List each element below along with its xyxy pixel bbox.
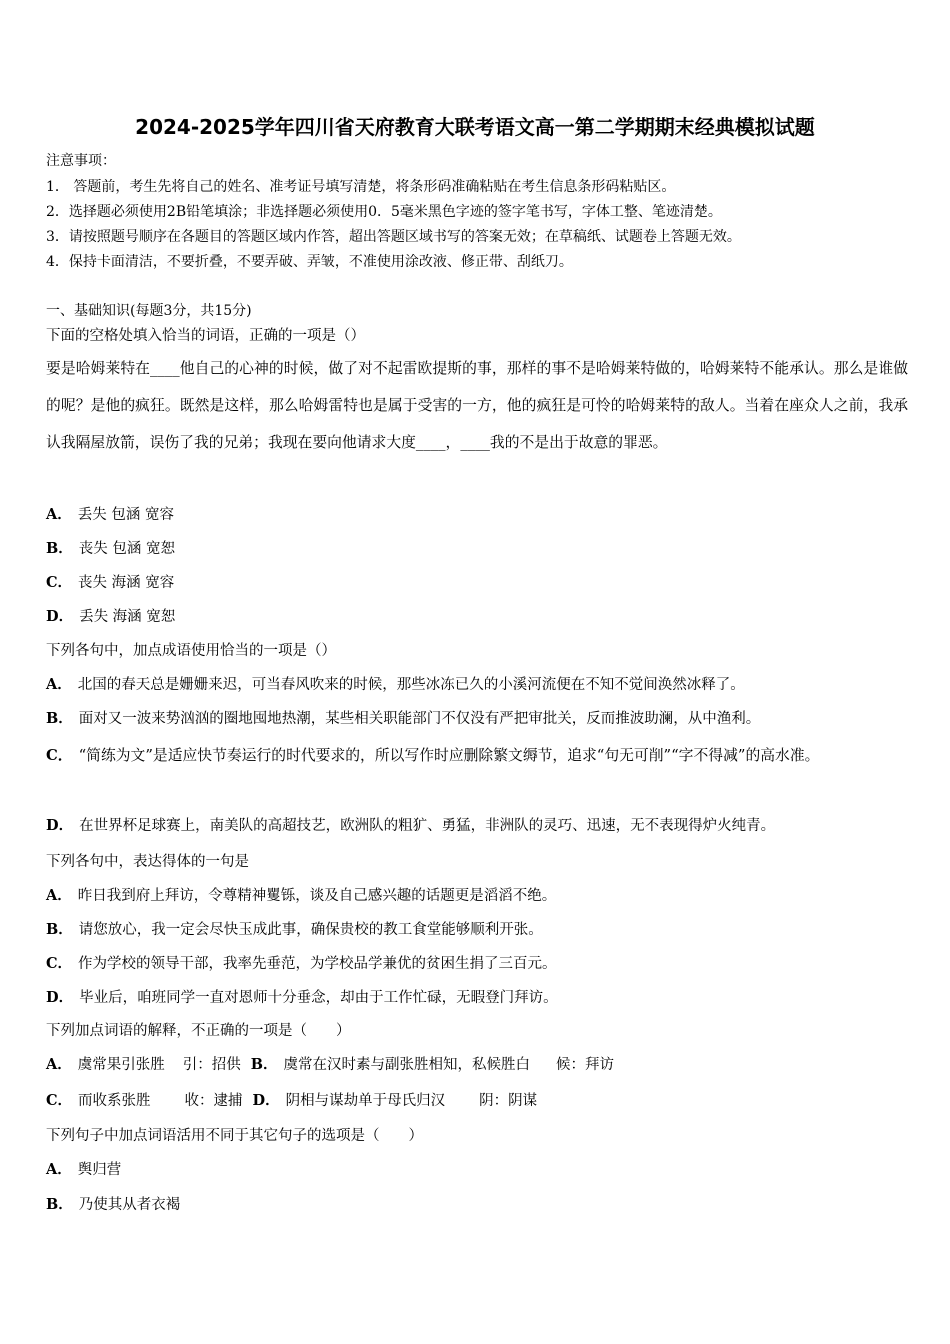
q4-row-ab xyxy=(46,1055,614,1075)
q2-stem: 下列各句中，加点成语使用恰当的一项是（） xyxy=(46,643,336,659)
option-label: D． xyxy=(46,608,74,625)
option-text: 作为学校的领导干部，我率先垂范，为学校品学兼优的贫困生捐了三百元。 xyxy=(78,956,557,972)
q1-option-b xyxy=(46,539,175,559)
option-label: B． xyxy=(46,710,73,727)
option-definition: 阴：阴谋 xyxy=(479,1093,538,1109)
option-text: 面对又一波来势汹汹的圈地囤地热潮，某些相关职能部门不仅没有严把审批关，反而推波助澜，从中渔利。 xyxy=(78,711,761,727)
option-definition: 引：招供 xyxy=(182,1057,241,1073)
q1-option-c xyxy=(46,573,174,593)
q3-option-d xyxy=(46,988,558,1008)
notice-item-4: 4．保持卡面清洁，不要折叠，不要弄破、弄皱，不准使用涂改液、修正带、刮纸刀。 xyxy=(46,254,573,270)
option-label: A． xyxy=(46,676,72,693)
q3-option-b xyxy=(46,920,543,940)
q4-row-cd xyxy=(46,1091,537,1111)
section-heading: 一、基础知识(每题3分，共15分) xyxy=(46,303,252,319)
option-label: A． xyxy=(46,887,72,904)
option-label: B． xyxy=(46,921,73,938)
q1-option-d xyxy=(46,607,175,627)
option-label: D． xyxy=(46,817,74,834)
option-label: A． xyxy=(46,1056,72,1073)
option-text: 乃使其从者衣褐 xyxy=(78,1197,181,1213)
option-label: D． xyxy=(46,989,74,1006)
option-text: 昨日我到府上拜访，令尊精神矍铄，谈及自己感兴趣的话题更是滔滔不绝。 xyxy=(77,888,557,904)
notice-item-1: 1． 答题前，考生先将自己的姓名、准考证号填写清楚，将条形码准确粘贴在考生信息条形码粘贴区。 xyxy=(46,179,676,195)
option-text: 舆归营 xyxy=(77,1162,122,1178)
option-text: 丧失 海涵 宽容 xyxy=(78,575,175,591)
q4-stem: 下列加点词语的解释，不正确的一项是（ ） xyxy=(46,1023,351,1039)
option-text: “简练为文”是适应快节奏运行的时代要求的，所以写作时应删除繁文缛节，追求“句无可削”“字不得减”的高水准。 xyxy=(78,747,820,764)
option-text: 北国的春天总是姗姗来迟，可当春风吹来的时候，那些冰冻已久的小溪河流便在不知不觉间涣然冰释了。 xyxy=(77,677,745,693)
q2-option-b xyxy=(46,709,760,729)
option-text: 在世界杯足球赛上，南美队的高超技艺，欧洲队的粗犷、勇猛，非洲队的灵巧、迅速，无不表现得炉火纯青。 xyxy=(79,818,776,834)
option-text: 请您放心，我一定会尽快玉成此事，确保贵校的教工食堂能够顺利开张。 xyxy=(78,922,543,938)
option-text: 丧失 包涵 宽恕 xyxy=(78,541,175,557)
option-text: 虞常果引张胜 xyxy=(77,1057,165,1073)
option-text: 虞常在汉时素与副张胜相知，私候胜白 xyxy=(283,1057,531,1073)
option-label: B． xyxy=(250,1056,278,1073)
q3-option-a xyxy=(46,886,556,906)
q5-stem: 下列句子中加点词语活用不同于其它句子的选项是（ ） xyxy=(46,1128,423,1144)
notice-item-3: 3．请按照题号顺序在各题目的答题区域内作答，超出答题区域书写的答案无效；在草稿纸、试题卷上答题无效。 xyxy=(46,229,741,245)
notice-item-2: 2．选择题必须使用2B铅笔填涂；非选择题必须使用0．5毫米黑色字迹的签字笔书写，字体工整、笔迹清楚。 xyxy=(46,204,722,220)
q2-option-a xyxy=(46,675,745,695)
option-text: 阴相与谋劫单于母氏归汉 xyxy=(285,1093,446,1109)
option-text: 丢失 海涵 宽恕 xyxy=(79,609,176,625)
option-text: 毕业后，咱班同学一直对恩师十分垂念，却由于工作忙碌，无暇登门拜访。 xyxy=(79,990,558,1006)
option-label: D． xyxy=(252,1092,280,1109)
q3-option-c xyxy=(46,954,557,974)
option-label: C． xyxy=(46,1092,73,1109)
option-label: C． xyxy=(46,955,73,972)
q1-option-a xyxy=(46,505,174,525)
option-text: 而收系张胜 xyxy=(78,1093,151,1109)
q5-option-b xyxy=(46,1195,180,1215)
option-definition: 候：拜访 xyxy=(556,1057,615,1073)
option-label: A． xyxy=(46,506,72,523)
option-label: C． xyxy=(46,574,73,591)
option-label: C． xyxy=(46,747,73,764)
q2-option-d xyxy=(46,816,775,836)
q2-option-c xyxy=(46,737,908,774)
q5-option-a xyxy=(46,1160,121,1180)
option-label: A． xyxy=(46,1161,72,1178)
option-text: 丢失 包涵 宽容 xyxy=(77,507,174,523)
option-label: B． xyxy=(46,1196,73,1213)
q3-stem: 下列各句中，表达得体的一句是 xyxy=(46,854,249,870)
page-title: 2024-2025学年四川省天府教育大联考语文高一第二学期期末经典模拟试题 xyxy=(135,115,815,139)
notice-heading: 注意事项： xyxy=(46,153,116,169)
q1-passage: 要是哈姆莱特在____他自己的心神的时候，做了对不起雷欧提斯的事，那样的事不是哈姆莱特做的，哈姆莱特不能承认。那么是谁做的呢？是他的疯狂。既然是这样，那么哈姆雷特也是属于受害的一方，他的疯狂是可怜的哈姆莱特的敌人。当着在座众人之前，我承认我隔屋放箭，误伤了我的兄弟；我现在要向他请求大度____，____我的不是出于故意的罪恶。 xyxy=(46,360,908,451)
q1-stem: 下面的空格处填入恰当的词语，正确的一项是（） xyxy=(46,328,365,344)
option-definition: 收：逮捕 xyxy=(184,1093,243,1109)
option-label: B． xyxy=(46,540,73,557)
